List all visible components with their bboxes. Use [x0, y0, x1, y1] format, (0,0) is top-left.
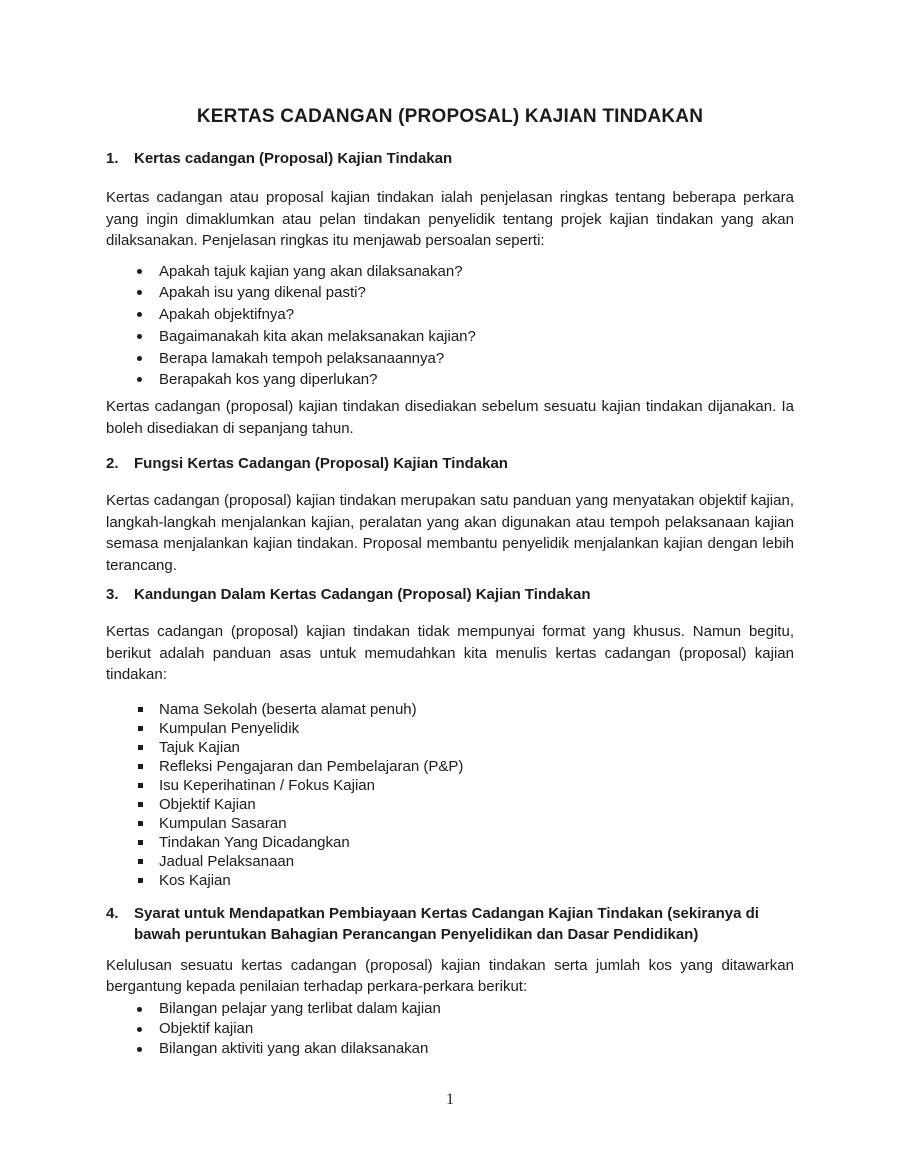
list-item: Kos Kajian — [135, 871, 794, 890]
section-2-paragraph-1: Kertas cadangan (proposal) kajian tindakan merupakan satu panduan yang menyatakan objektif kajian, langkah-langkah menjalankan kajian, peralatan yang akan digunakan atau tempoh pelaksanaan kajian semasa menjalankan kajian tindakan. Proposal membantu penyelidik menjalankan kajian dengan lebih terancang. — [106, 492, 794, 574]
section-1-number: 1. — [106, 150, 119, 167]
list-item: Apakah isu yang dikenal pasti? — [135, 282, 794, 304]
section-3-bullet-list — [106, 700, 794, 890]
section-4-paragraph-1: Kelulusan sesuatu kertas cadangan (proposal) kajian tindakan serta jumlah kos yang ditawarkan bergantung kepada penilaian terhadap perkara-perkara berikut: — [106, 956, 794, 996]
list-item: Tindakan Yang Dicadangkan — [135, 833, 794, 852]
list-item: Objektif kajian — [135, 1019, 794, 1039]
section-4-bullet-list — [106, 999, 794, 1059]
list-item: Refleksi Pengajaran dan Pembelajaran (P&P) — [135, 757, 794, 776]
section-4-heading — [106, 903, 794, 945]
list-item: Berapakah kos yang diperlukan? — [135, 369, 794, 391]
section-3-number: 3. — [106, 586, 119, 604]
list-item: Bilangan pelajar yang terlibat dalam kajian — [135, 999, 794, 1019]
document-page — [106, 0, 794, 1109]
section-2-heading-text: Fungsi Kertas Cadangan (Proposal) Kajian Tindakan — [134, 455, 508, 473]
page-number: 1 — [446, 1090, 454, 1108]
section-3-heading — [106, 584, 794, 605]
list-item: Bilangan aktiviti yang akan dilaksanakan — [135, 1039, 794, 1059]
list-item: Bagaimanakah kita akan melaksanakan kajian? — [135, 326, 794, 348]
list-item: Kumpulan Penyelidik — [135, 719, 794, 738]
section-1-paragraph-1: Kertas cadangan atau proposal kajian tindakan ialah penjelasan ringkas tentang beberapa perkara yang ingin dimaklumkan atau pelan tindakan penyelidik tentang projek kajian tindakan yang akan dilaksanakan. Penjelasan ringkas itu menjawab persoalan seperti: — [106, 189, 794, 249]
section-1-heading-text: Kertas cadangan (Proposal) Kajian Tindakan — [134, 150, 453, 167]
section-4-number: 4. — [106, 904, 119, 922]
section-2-number: 2. — [106, 455, 119, 473]
section-1-heading — [106, 148, 794, 169]
list-item: Apakah tajuk kajian yang akan dilaksanakan? — [135, 261, 794, 283]
section-1-bullet-list — [106, 261, 794, 392]
list-item: Berapa lamakah tempoh pelaksanaannya? — [135, 348, 794, 370]
list-item: Jadual Pelaksanaan — [135, 852, 794, 871]
section-1-paragraph-2: Kertas cadangan (proposal) kajian tindakan disediakan sebelum sesuatu kajian tindakan dijanakan. Ia boleh disediakan di sepanjang tahun. — [106, 398, 794, 437]
list-item: Isu Keperihatinan / Fokus Kajian — [135, 776, 794, 795]
list-item: Apakah objektifnya? — [135, 304, 794, 326]
list-item: Objektif Kajian — [135, 795, 794, 814]
section-3-heading-text: Kandungan Dalam Kertas Cadangan (Proposal) Kajian Tindakan — [134, 586, 591, 604]
list-item: Nama Sekolah (beserta alamat penuh) — [135, 700, 794, 719]
document-title: KERTAS CADANGAN (PROPOSAL) KAJIAN TINDAKAN — [196, 106, 704, 127]
list-item: Kumpulan Sasaran — [135, 814, 794, 833]
list-item: Tajuk Kajian — [135, 738, 794, 757]
section-3-paragraph-1: Kertas cadangan (proposal) kajian tindakan tidak mempunyai format yang khusus. Namun begitu, berikut adalah panduan asas untuk memudahkan kita menulis kertas cadangan (proposal) kajian tindakan: — [106, 623, 794, 684]
section-4-heading-text: Syarat untuk Mendapatkan Pembiayaan Kertas Cadangan Kajian Tindakan (sekiranya di bawah peruntukan Bahagian Perancangan Penyelidikan dan Dasar Pendidikan) — [134, 904, 759, 943]
section-2-heading — [106, 453, 794, 474]
